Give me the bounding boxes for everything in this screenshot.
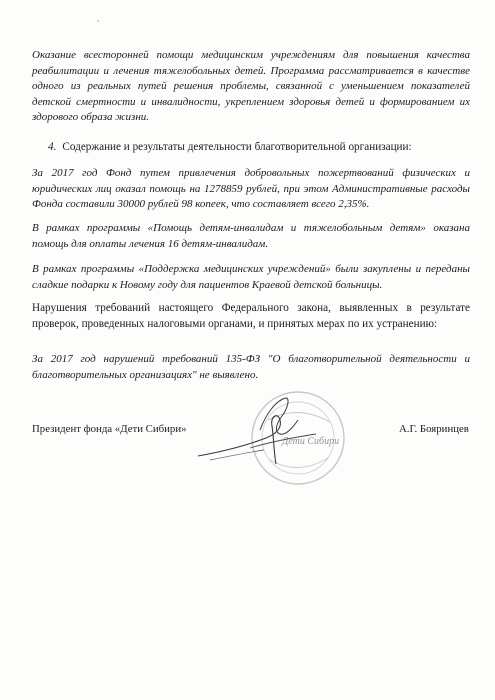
signature-name: А.Г. Бояринцев <box>399 423 469 435</box>
signature-position-label: Президент фонда «Дети Сибири» <box>32 423 187 435</box>
section-title: Содержание и результаты деятельности благотворительной организации: <box>62 141 412 153</box>
stamp-text: Дети Сибири <box>282 436 340 447</box>
violations-result-paragraph: За 2017 год нарушений требований 135-ФЗ "О благотворительной деятельности и благотворительных организациях" не выявлено. <box>32 353 470 381</box>
program-children-paragraph: В рамках программы «Помощь детям-инвалидам и тяжелобольным детям» оказана помощь для оплаты лечения 16 детям-инвалидам. <box>32 222 470 250</box>
scan-speck <box>97 20 99 22</box>
program-support-paragraph: В рамках программы «Поддержка медицинских учреждений» были закуплены и переданы сладкие подарки к Новому году для пациентов Краевой детской больницы. <box>32 263 470 291</box>
section-heading <box>48 140 478 155</box>
intro-paragraph: Оказание всесторонней помощи медицинским учреждениям для повышения качества реабилитации и лечения тяжелобольных детей. Программа рассматривается в качестве одного из реальных путей решения проблемы, связанной с уменьшением показателей детской смертности и инвалидности, укреплением здоровья детей и формированием их здорового образа жизни. <box>32 49 470 123</box>
section-number: 4. <box>48 141 57 153</box>
violations-heading-paragraph: Нарушения требований настоящего Федерального закона, выявленных в результате проверок, проведенных налоговыми органами, и принятых мерах по их устранению: <box>32 302 470 330</box>
signature-stamp-image <box>190 390 370 500</box>
donations-paragraph: За 2017 год Фонд путем привлечения добровольных пожертвований физических и юридических лиц оказал помощь на 1278859 рублей, при этом Административные расходы Фонда составили 30000 рублей 98 копеек, что составляет всего 2,35%. <box>32 167 470 210</box>
